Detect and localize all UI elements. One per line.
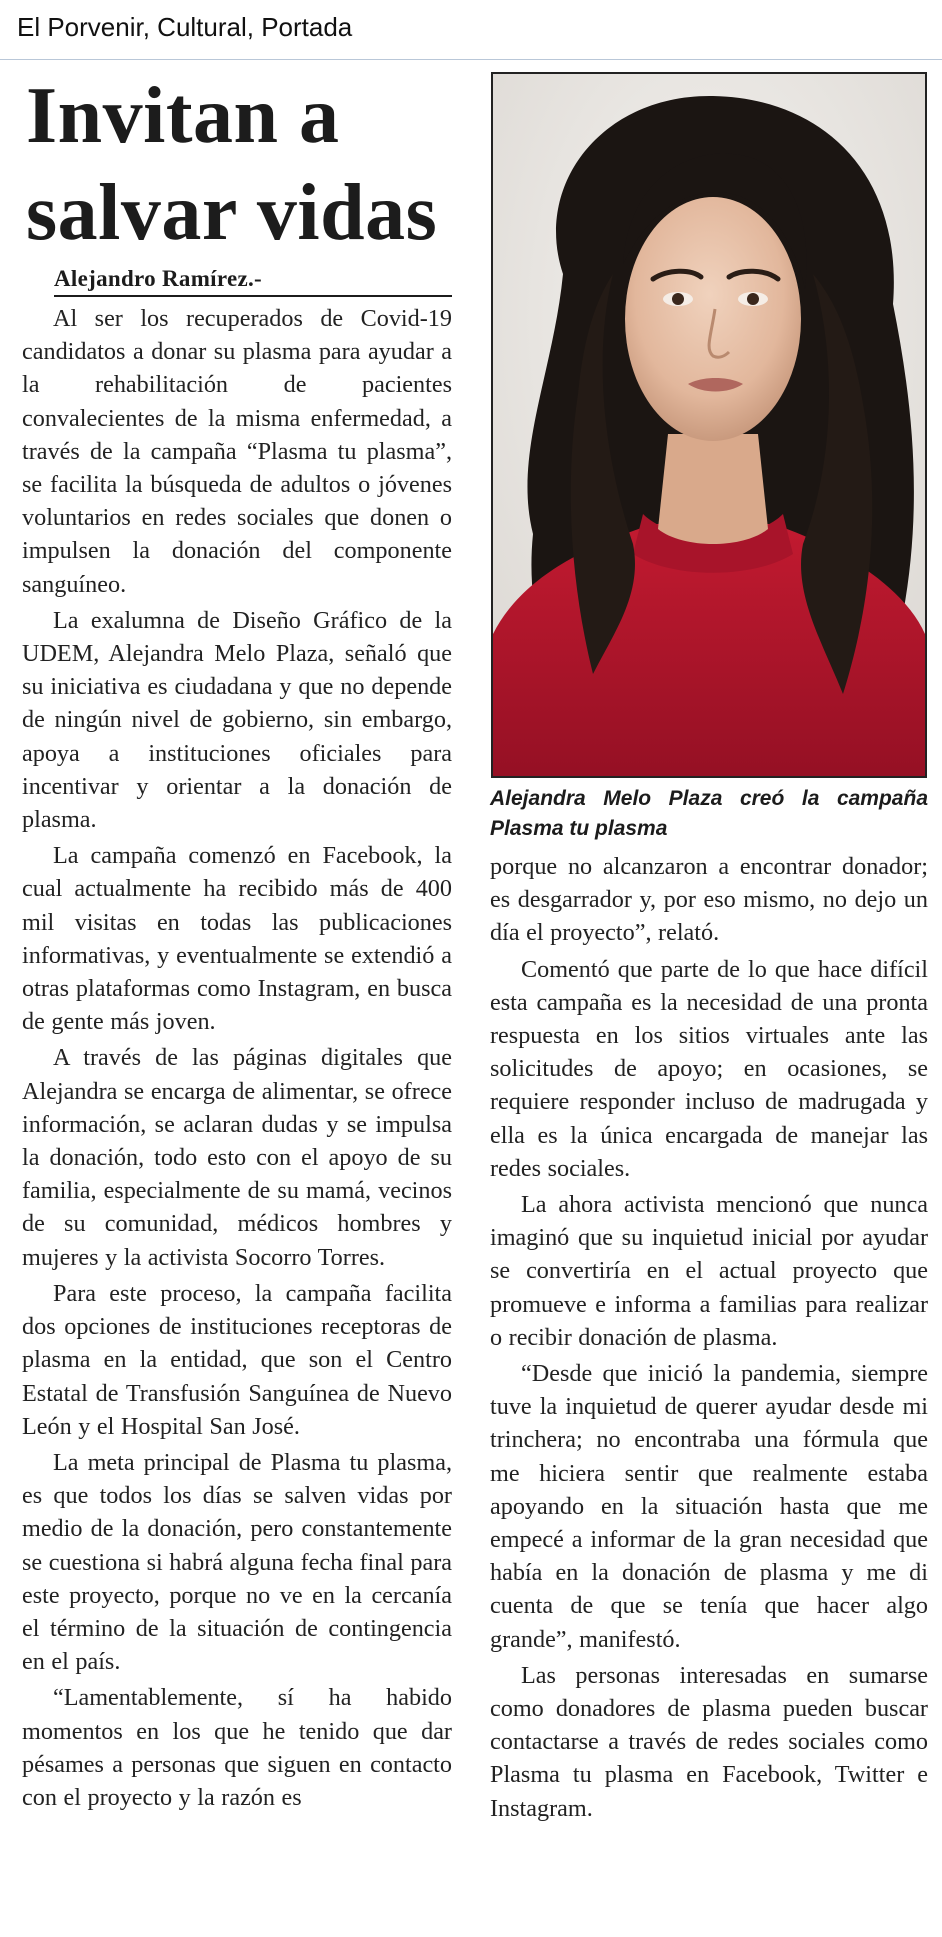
paragraph: La meta principal de Plasma tu plasma, es que todos los días se salven vidas por medio de la donación, pero constantemente se cuestiona si habrá alguna fecha final para este proyecto, porque no ve en la cercanía el término de la situación de contingencia en el país.	[22, 1448, 452, 1676]
paragraph: La ahora activista mencionó que nunca imaginó que su inquietud inicial por ayudar se convertiría en el actual proyecto que promueve e informa a familias para realizar o recibir donación de plasma.	[490, 1191, 928, 1351]
byline-block	[22, 266, 452, 302]
headline-line-1: Invitan a	[26, 72, 340, 160]
portrait-photo	[491, 72, 927, 778]
paragraph: La campaña comenzó en Facebook, la cual actualmente ha recibido más de 400 mil visitas en todas las publicaciones informativas, y eventualmente se extendió a otras plataformas como Instagram, en busca de gente más joven.	[22, 842, 452, 1036]
headline	[22, 68, 452, 262]
paragraph: Para este proceso, la campaña facilita dos opciones de instituciones receptoras de plasma en la entidad, que son el Centro Estatal de Transfusión Sanguínea de Nuevo León y el Hospital San José.	[22, 1279, 452, 1440]
paragraph: “Desde que inició la pandemia, siempre tuve la inquietud de querer ayudar desde mi trinchera; no encontraba una fórmula que me hiciera sentir que realmente estaba apoyando en la situación hasta que me empecé a informar de la gran necesidad que había en la donación de plasma y me di cuenta de que se tenía que hacer algo grande”, manifestó.	[490, 1360, 928, 1653]
headline-line-2: salvar vidas	[26, 169, 438, 257]
paragraph: A través de las páginas digitales que Alejandra se encarga de alimentar, se ofrece información, se aclaran dudas y se impulsa la donación, todo esto con el apoyo de su familia, especialmente de su mamá, vecinos de su comunidad, médicos hombres y mujeres y la activista Socorro Torres.	[22, 1044, 452, 1271]
paragraph: Las personas interesadas en sumarse como donadores de plasma pueden buscar contactarse a través de redes sociales como Plasma tu plasma en Facebook, Twitter e Instagram.	[490, 1661, 928, 1822]
left-body	[22, 302, 452, 1814]
portrait-illustration	[493, 74, 925, 776]
paragraph: Al ser los recuperados de Covid-19 candidatos a donar su plasma para ayudar a la rehabilitación de pacientes convalecientes de la misma enfermedad, a través de la campaña “Plasma tu plasma”, se facilita la búsqueda de adultos o jóvenes voluntarios en redes sociales que donen o impulsen la donación del componente sanguíneo.	[22, 305, 452, 598]
byline: Alejandro Ramírez.-	[54, 266, 262, 291]
paragraph: “Lamentablemente, sí ha habido momentos en los que he tenido que dar pésames a personas que siguen en contacto con el proyecto y la razón es	[22, 1684, 452, 1811]
right-column	[490, 850, 928, 1825]
byline-rule	[54, 295, 452, 297]
paragraph: Comentó que parte de lo que hace difícil esta campaña es la necesidad de una pronta respuesta en los sitios virtuales ante las solicitudes de apoyo; en ocasiones, se requiere responder incluso de madrugada y ella es la única encargada de manejar las redes sociales.	[490, 955, 928, 1182]
source-header	[0, 0, 942, 60]
photo-caption: Alejandra Melo Plaza creó la campaña Plasma tu plasma	[490, 787, 928, 840]
paragraph: La exalumna de Diseño Gráfico de la UDEM, Alejandra Melo Plaza, señaló que su iniciativa es ciudadana y que no depende de ningún nivel de gobierno, sin embargo, apoya a instituciones oficiales para incentivar y orientar a la donación de plasma.	[22, 606, 452, 834]
source-label: El Porvenir, Cultural, Portada	[17, 12, 353, 42]
left-column	[22, 68, 452, 1814]
paragraph: porque no alcanzaron a encontrar donador; es desgarrador y, por eso mismo, no dejo un día el proyecto”, relató.	[490, 853, 928, 947]
